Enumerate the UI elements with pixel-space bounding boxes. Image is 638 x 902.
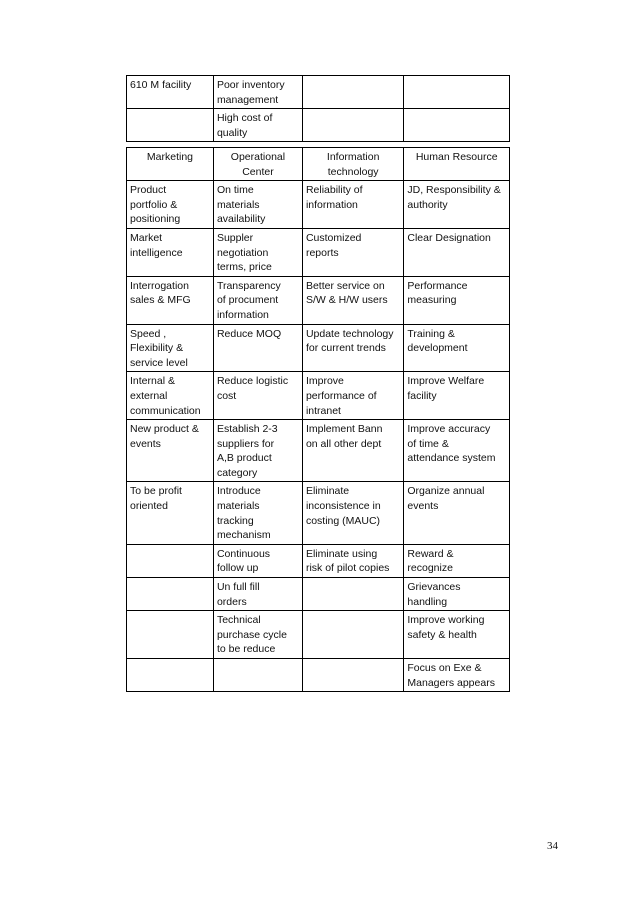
cell-text-line: Eliminate using <box>305 547 378 560</box>
table-row <box>127 544 510 577</box>
cell-text-line: tracking <box>216 514 254 527</box>
table-cell <box>127 659 214 692</box>
cell-text-line: Continuous <box>216 547 271 560</box>
table-cell <box>127 76 214 109</box>
table-cell <box>404 544 510 577</box>
table-row <box>127 659 510 692</box>
table-row <box>127 228 510 276</box>
cell-text-line: materials <box>216 198 260 211</box>
cell-text-line: Marketing <box>146 151 194 163</box>
cell-text-line: Suppler <box>216 231 254 244</box>
cell-text-line: of time & <box>407 437 449 450</box>
cell-text-line: costing (MAUC) <box>305 514 381 527</box>
cell-text-line: To be profit <box>130 485 182 498</box>
cell-text-line: to be reduce <box>216 643 276 656</box>
cell-text-line: Improve working <box>407 614 485 627</box>
cell-text-line: Reward & <box>407 547 454 560</box>
cell-text-line: Clear Designation <box>407 231 491 244</box>
cell-text-line: Information <box>326 151 380 163</box>
top-table-body <box>127 76 510 142</box>
column-header <box>404 148 510 181</box>
cell-text-line: materials <box>216 500 260 513</box>
table-cell <box>404 109 510 142</box>
cell-text-line: for current trends <box>305 342 386 355</box>
cell-text-line: external <box>130 389 168 402</box>
cell-text-line: suppliers for <box>216 437 275 450</box>
table-cell <box>404 420 510 482</box>
cell-text-line: events <box>130 437 161 450</box>
cell-text-line: Technical <box>216 614 261 627</box>
table-cell <box>302 482 403 544</box>
cell-text-line: facility <box>407 389 437 402</box>
cell-text-line: Improve <box>305 375 344 388</box>
table-cell <box>213 420 302 482</box>
cell-text-line: recognize <box>407 562 453 575</box>
cell-text-line: Product <box>130 184 167 197</box>
table-cell <box>302 659 403 692</box>
cell-text-line: technology <box>327 165 379 178</box>
cell-text-line: Establish 2-3 <box>216 423 278 436</box>
cell-text-line: Eliminate <box>305 485 350 498</box>
cell-text-line: Better service on <box>305 279 385 292</box>
table-cell <box>127 324 214 372</box>
table-cell <box>404 659 510 692</box>
table-cell <box>404 324 510 372</box>
table-row <box>127 181 510 229</box>
table-cell <box>404 372 510 420</box>
cell-text-line: Transparency <box>216 279 281 292</box>
cell-text-line: Reduce MOQ <box>216 327 282 340</box>
cell-text-line: On time <box>216 184 254 197</box>
cell-text-line: Operational <box>230 151 286 163</box>
table-cell <box>127 276 214 324</box>
cell-text-line: management <box>216 93 279 106</box>
table-cell <box>302 544 403 577</box>
cell-text-line: sales & MFG <box>130 294 191 307</box>
cell-text-line: negotiation <box>216 246 269 259</box>
table-header-row <box>127 148 510 181</box>
cell-text-line: Grievances <box>407 581 461 594</box>
table-cell <box>404 482 510 544</box>
table-cell <box>213 76 302 109</box>
cell-text-line: Update technology <box>305 327 394 340</box>
table-cell <box>213 372 302 420</box>
cell-text-line: oriented <box>130 500 168 513</box>
table-cell <box>404 228 510 276</box>
table-cell <box>302 578 403 611</box>
table-cell <box>213 324 302 372</box>
cell-text-line: performance of <box>305 389 377 402</box>
table-cell <box>302 228 403 276</box>
table-cell <box>213 109 302 142</box>
cell-text-line: follow up <box>216 562 259 575</box>
cell-text-line: Poor inventory <box>216 79 285 91</box>
cell-text-line: JD, Responsibility & <box>407 184 501 197</box>
cell-text-line: availability <box>216 213 266 226</box>
cell-text-line: Speed , <box>130 327 167 340</box>
cell-text-line: Center <box>242 165 274 178</box>
table-cell <box>213 578 302 611</box>
table-cell <box>213 228 302 276</box>
cell-text-line: S/W & H/W users <box>305 294 388 307</box>
table-row <box>127 109 510 142</box>
cell-text-line: Flexibility & <box>130 342 184 355</box>
cell-text-line: events <box>407 500 439 513</box>
top-table <box>126 75 510 142</box>
cell-text-line: Reduce logistic <box>216 375 289 388</box>
cell-text-line: Improve accuracy <box>407 423 491 436</box>
cell-text-line: terms, price <box>216 261 272 274</box>
cell-text-line: orders <box>216 595 247 608</box>
table-row <box>127 420 510 482</box>
cell-text-line: purchase cycle <box>216 628 287 641</box>
table-cell <box>404 76 510 109</box>
cell-text-line: handling <box>407 595 448 608</box>
cell-text-line: Internal & <box>130 375 175 388</box>
table-cell <box>213 482 302 544</box>
table-cell <box>213 659 302 692</box>
cell-text-line: quality <box>216 126 248 139</box>
column-header <box>127 148 214 181</box>
cell-text-line: Customized <box>305 231 362 244</box>
table-cell <box>404 611 510 659</box>
table-cell <box>404 276 510 324</box>
table-cell <box>302 109 403 142</box>
cell-text-line: Improve Welfare <box>407 375 485 388</box>
table-row <box>127 76 510 109</box>
table-row <box>127 276 510 324</box>
cell-text-line: Focus on Exe & <box>407 662 482 674</box>
table-cell <box>213 611 302 659</box>
cell-text-line: Reliability of <box>305 184 363 197</box>
cell-text-line: Implement Bann <box>305 423 383 436</box>
table-row <box>127 372 510 420</box>
cell-text-line: cost <box>216 389 237 402</box>
cell-text-line: category <box>216 466 258 479</box>
cell-text-line: safety & health <box>407 628 477 641</box>
table-cell <box>302 76 403 109</box>
column-header <box>213 148 302 181</box>
cell-text-line: Market <box>130 231 163 244</box>
cell-text-line: High cost of <box>216 112 273 125</box>
table-cell <box>302 420 403 482</box>
page-number: 34 <box>547 840 558 852</box>
cell-text-line: A,B product <box>216 452 272 465</box>
table-cell <box>213 544 302 577</box>
cell-text-line: service level <box>130 356 188 369</box>
cell-text-line: positioning <box>130 213 181 226</box>
table-row <box>127 482 510 544</box>
cell-text-line: Performance <box>407 279 468 292</box>
table-cell <box>213 276 302 324</box>
cell-text-line: on all other dept <box>305 437 382 450</box>
table-cell <box>127 228 214 276</box>
table-cell <box>302 276 403 324</box>
cell-text-line: Training & <box>407 327 455 340</box>
cell-text-line: communication <box>130 404 201 417</box>
table-row <box>127 578 510 611</box>
table-cell <box>302 181 403 229</box>
table-cell <box>127 482 214 544</box>
table-cell <box>127 181 214 229</box>
cell-text-line: risk of pilot copies <box>305 562 390 575</box>
table-cell <box>127 578 214 611</box>
cell-text-line: Managers appears <box>407 676 495 689</box>
cell-text-line: portfolio & <box>130 198 178 211</box>
cell-text-line: intelligence <box>130 246 183 259</box>
cell-text-line: Un full fill <box>216 581 260 594</box>
table-cell <box>127 420 214 482</box>
cell-text-line: authority <box>407 198 448 211</box>
table-cell <box>127 372 214 420</box>
cell-text-line: Introduce <box>216 485 261 498</box>
table-cell <box>302 372 403 420</box>
table-cell <box>127 109 214 142</box>
cell-text-line: reports <box>305 246 339 259</box>
table-cell <box>127 611 214 659</box>
table-row <box>127 324 510 372</box>
cell-text-line: intranet <box>305 404 341 417</box>
cell-text-line: Interrogation <box>130 279 189 292</box>
table-cell <box>213 181 302 229</box>
table-cell <box>302 611 403 659</box>
cell-text-line: inconsistence in <box>305 500 381 513</box>
cell-text-line: measuring <box>407 294 457 307</box>
cell-text-line: information <box>305 198 358 211</box>
cell-text-line: Organize annual <box>407 485 485 498</box>
cell-text-line: attendance system <box>407 452 496 465</box>
table-row <box>127 611 510 659</box>
table-cell <box>302 324 403 372</box>
cell-text-line: 610 M facility <box>130 79 192 91</box>
cell-text-line: mechanism <box>216 529 271 542</box>
table-cell <box>404 578 510 611</box>
column-header <box>302 148 403 181</box>
cell-text-line: Human Resource <box>415 151 498 163</box>
cell-text-line: information <box>216 308 269 321</box>
table-cell <box>127 544 214 577</box>
cell-text-line: of procument <box>216 294 279 307</box>
cell-text-line: development <box>407 342 468 355</box>
strategy-table <box>126 147 510 692</box>
table-body <box>127 181 510 692</box>
table-cell <box>404 181 510 229</box>
cell-text-line: New product & <box>130 423 199 436</box>
